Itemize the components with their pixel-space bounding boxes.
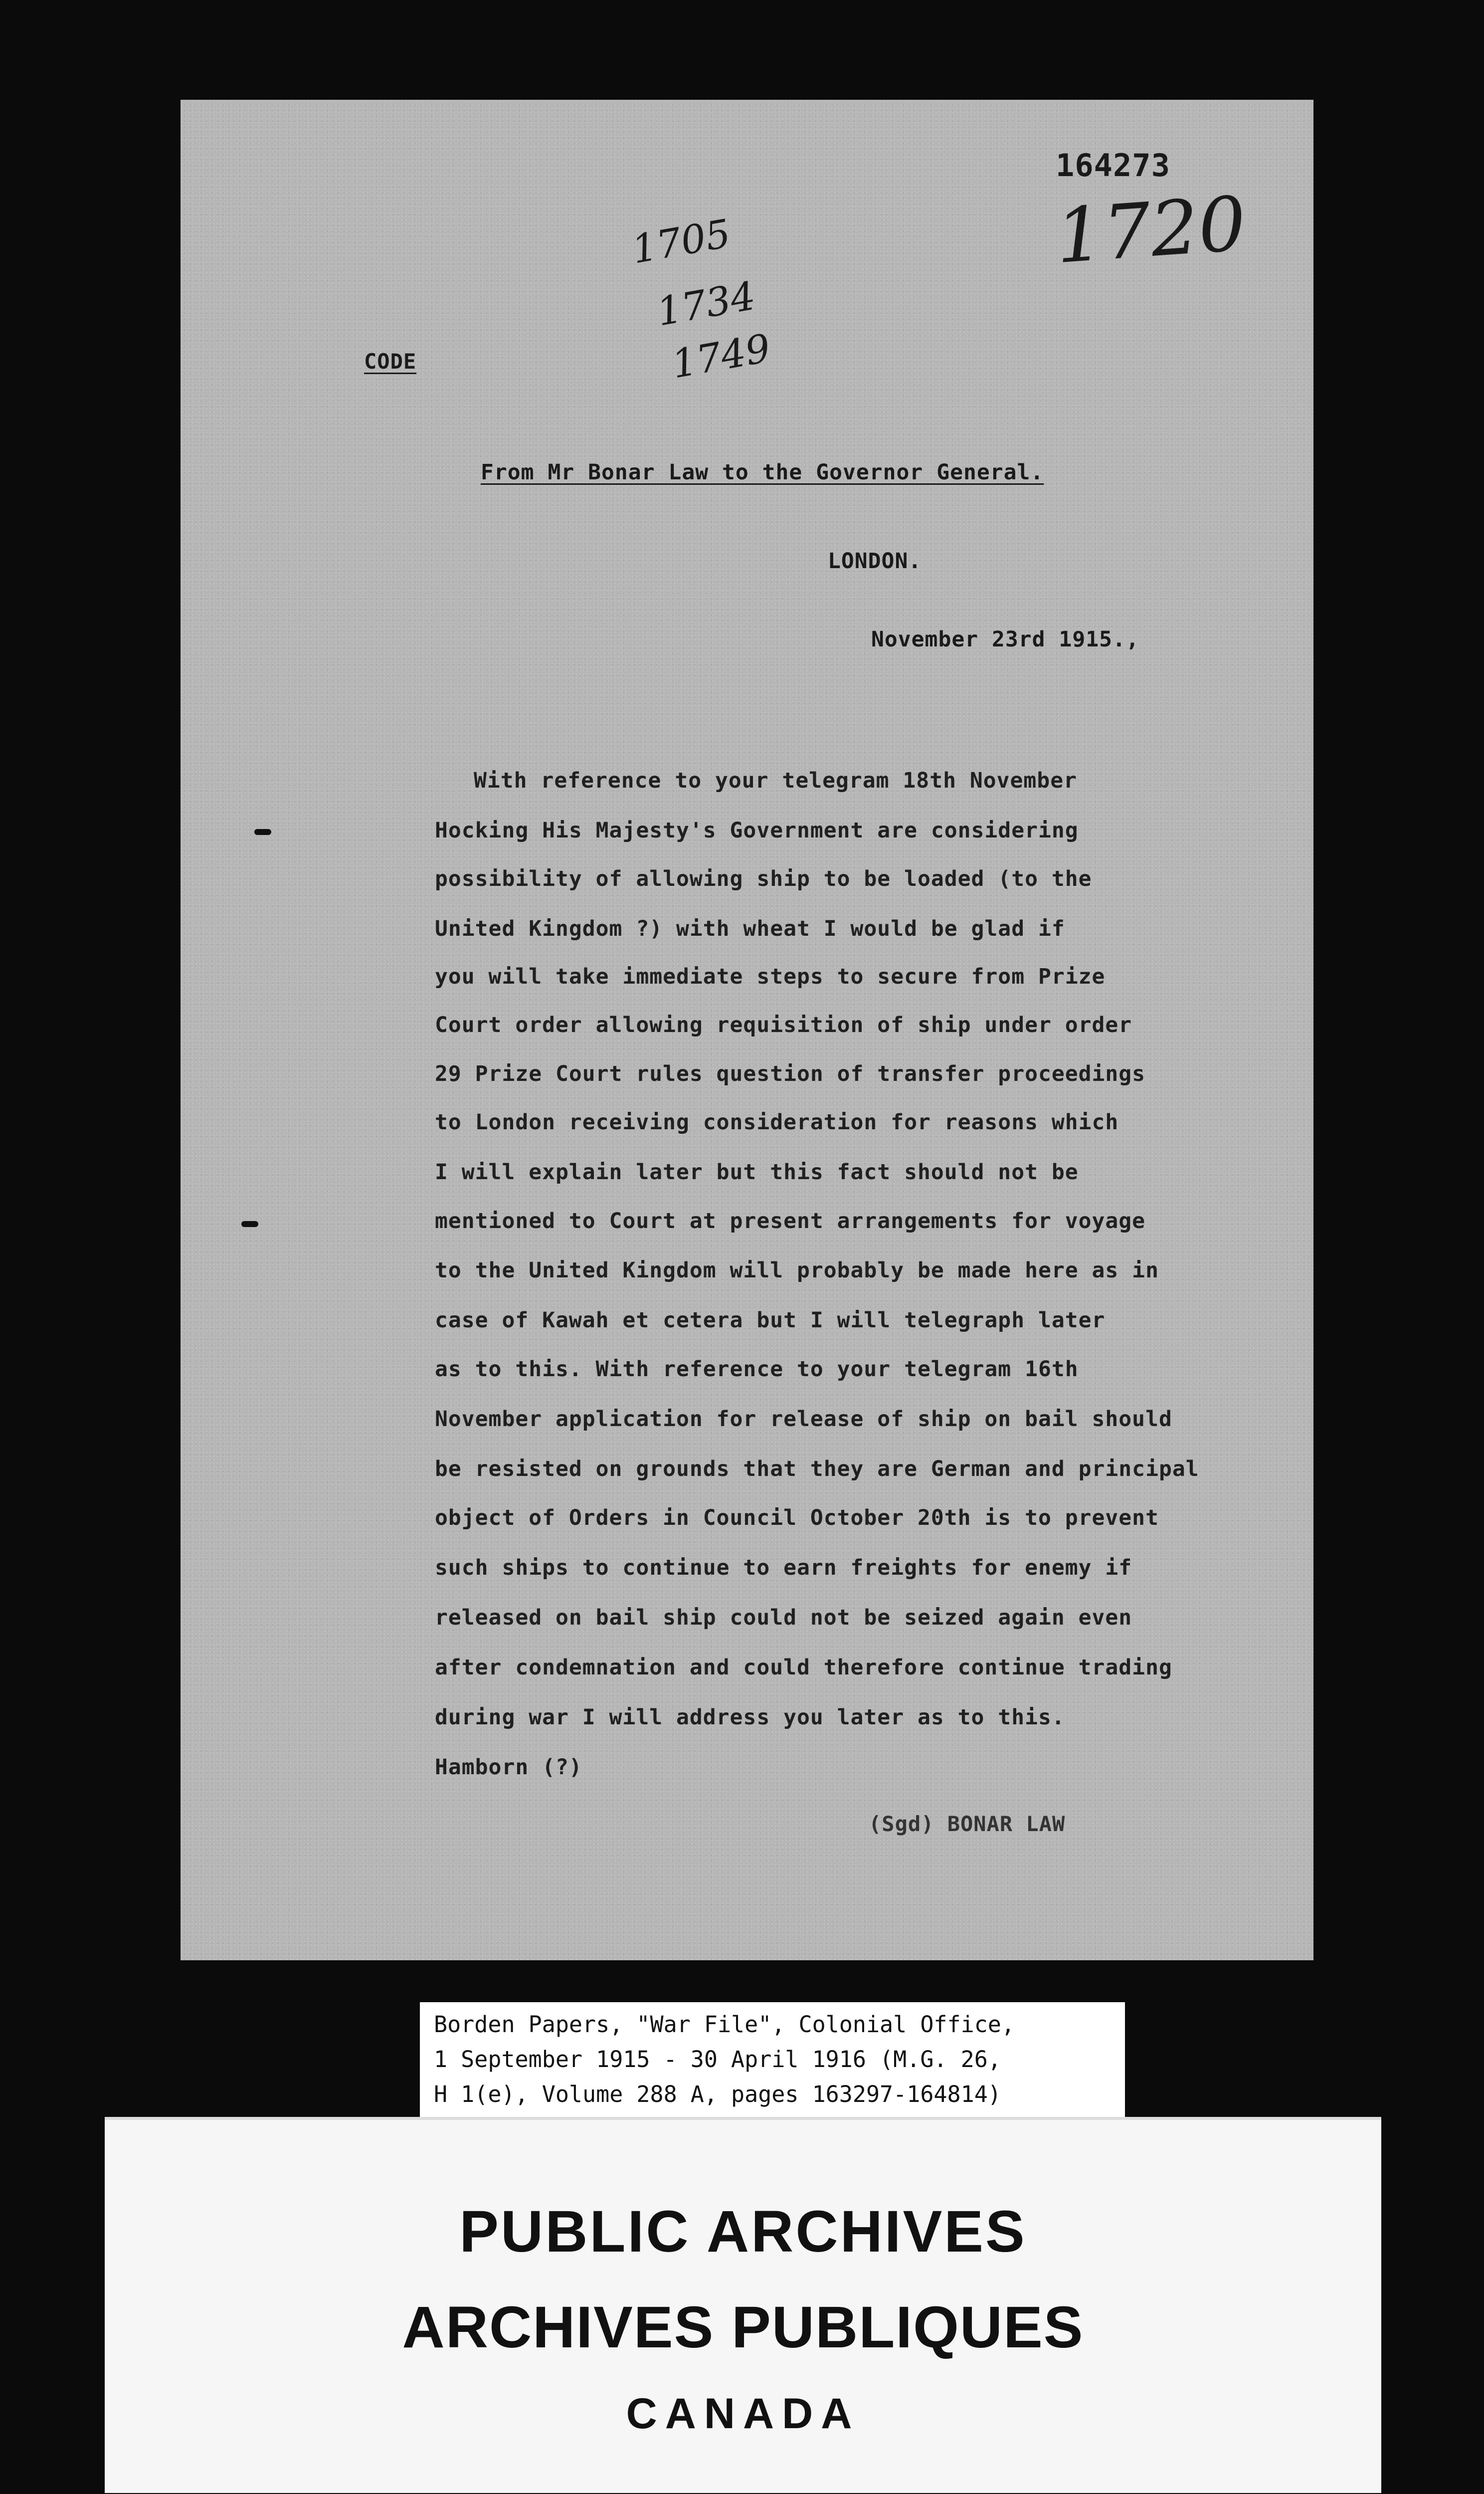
archives-title-french: ARCHIVES PUBLIQUES [402,2294,1084,2360]
body-line: during war I will address you later as to this. [435,1705,1065,1730]
citation-line: H 1(e), Volume 288 A, pages 163297-164814) [434,2081,1001,2107]
body-line: 29 Prize Court rules question of transfer proceedings [435,1061,1146,1086]
handwritten-page-number: 1720 [1053,180,1249,281]
body-line: as to this. With reference to your telegram 16th [435,1357,1079,1382]
typed-document [181,100,1313,1960]
body-line: after condemnation and could therefore continue trading [435,1655,1172,1680]
handwritten-number: 1705 [628,211,734,273]
body-line: I will explain later but this fact should not be [435,1160,1079,1185]
body-line: to the United Kingdom will probably be made here as in [435,1258,1159,1283]
reference-number: 164273 [1056,147,1170,184]
citation-line: 1 September 1915 - 30 April 1916 (M.G. 26, [434,2046,1001,2073]
document-heading: From Mr Bonar Law to the Governor General. [481,460,1044,485]
body-line: Hamborn (?) [435,1755,582,1780]
body-line: object of Orders in Council October 20th is to prevent [435,1505,1159,1530]
body-line: be resisted on grounds that they are German and principal [435,1456,1199,1481]
citation-line: Borden Papers, "War File", Colonial Office, [434,2011,1015,2038]
classification-label: CODE [364,349,417,374]
body-line: case of Kawah et cetera but I will telegraph later [435,1308,1106,1333]
punch-hole [241,1221,258,1227]
punch-hole [254,829,271,835]
body-line: Court order allowing requisition of ship under order [435,1013,1132,1038]
body-line: to London receiving consideration for reasons which [435,1110,1119,1135]
body-line: November application for release of ship on bail should [435,1407,1172,1432]
body-line: you will take immediate steps to secure from Prize [435,964,1106,989]
archives-stamp [105,2117,1381,2493]
signature: (Sgd) BONAR LAW [869,1812,1066,1836]
body-line: such ships to continue to earn freights for enemy if [435,1555,1132,1580]
body-line: United Kingdom ?) with wheat I would be glad if [435,916,1065,941]
document-place: LONDON. [828,549,922,574]
body-line: possibility of allowing ship to be loaded (to the [435,866,1092,891]
handwritten-number: 1749 [668,326,774,388]
handwritten-number: 1734 [653,273,759,335]
document-date: November 23rd 1915., [871,627,1139,652]
archives-country: CANADA [626,2390,860,2438]
body-line: mentioned to Court at present arrangements for voyage [435,1209,1146,1234]
body-line: Hocking His Majesty's Government are considering [435,818,1079,843]
archives-title-english: PUBLIC ARCHIVES [459,2199,1027,2265]
citation-label [420,2002,1125,2121]
body-line: With reference to your telegram 18th November [474,768,1077,793]
body-line: released on bail ship could not be seized again even [435,1605,1132,1630]
